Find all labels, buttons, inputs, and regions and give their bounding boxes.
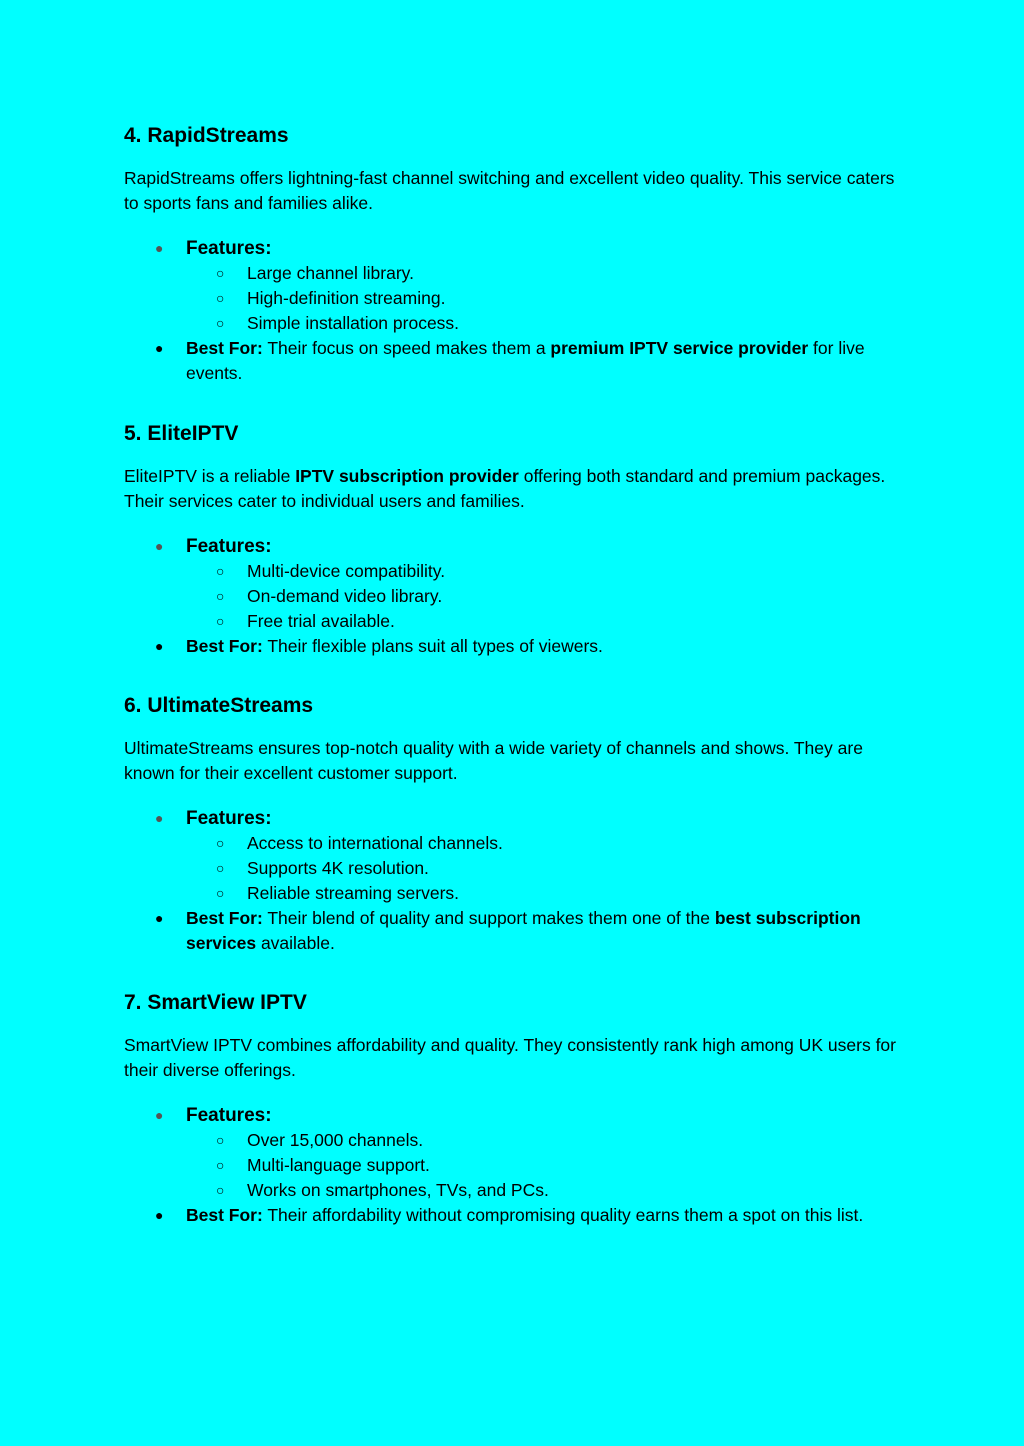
feature-item: ○ Free trial available. xyxy=(124,609,904,634)
feature-item: ○ On-demand video library. xyxy=(124,584,904,609)
feature-list xyxy=(124,806,904,956)
best-for-text: Their flexible plans suit all types of viewers. xyxy=(262,636,603,656)
circle-bullet-icon: ○ xyxy=(216,563,225,579)
best-for-text-end: for live events. xyxy=(186,338,865,383)
circle-bullet-icon: ○ xyxy=(216,588,225,604)
bullet-icon: ● xyxy=(155,240,164,256)
bullet-icon: ● xyxy=(155,340,164,356)
best-for-item xyxy=(124,1203,904,1228)
circle-bullet-icon: ○ xyxy=(216,265,225,281)
document-page xyxy=(124,120,904,1225)
best-for-item xyxy=(124,906,904,956)
circle-bullet-icon: ○ xyxy=(216,860,225,876)
bullet-icon: ● xyxy=(155,638,164,654)
section-heading: 6. UltimateStreams xyxy=(124,694,314,717)
section-heading: 7. SmartView IPTV xyxy=(124,991,307,1014)
best-for-text: Their blend of quality and support makes them one of the xyxy=(262,908,715,928)
circle-bullet-icon: ○ xyxy=(216,315,225,331)
features-item xyxy=(124,806,904,906)
section-intro: SmartView IPTV combines affordability and quality. They consistently rank high among UK users for their diverse offerings. xyxy=(124,1035,896,1080)
section-intro: RapidStreams offers lightning-fast channel switching and excellent video quality. This service caters to sports fans and families alike. xyxy=(124,168,895,213)
circle-bullet-icon: ○ xyxy=(216,1132,225,1148)
feature-item: ○ Multi-language support. xyxy=(124,1153,904,1178)
features-item xyxy=(124,1103,904,1203)
circle-bullet-icon: ○ xyxy=(216,613,225,629)
best-for-text: Their focus on speed makes them a xyxy=(262,338,551,358)
section-intro: UltimateStreams ensures top-notch quality with a wide variety of channels and shows. They are known for their excellent customer support. xyxy=(124,738,863,783)
feature-item: ○ Access to international channels. xyxy=(124,831,904,856)
best-for-bold-phrase: premium IPTV service provider xyxy=(550,338,809,358)
section-rapidstreams xyxy=(124,120,904,386)
features-item xyxy=(124,534,904,634)
features-label: Features: xyxy=(186,536,272,557)
bullet-icon: ● xyxy=(155,1207,164,1223)
section-eliteiptv xyxy=(124,418,904,659)
best-for-bold-phrase: best subscription services xyxy=(186,908,861,953)
best-for-label: Best For: xyxy=(186,338,263,358)
features-sublist xyxy=(186,261,904,336)
circle-bullet-icon: ○ xyxy=(216,885,225,901)
feature-item: ○ Multi-device compatibility. xyxy=(124,559,904,584)
features-label: Features: xyxy=(186,238,272,259)
feature-list xyxy=(124,236,904,386)
features-sublist xyxy=(186,1128,904,1203)
section-heading: 4. RapidStreams xyxy=(124,124,289,147)
features-item xyxy=(124,236,904,336)
feature-list xyxy=(124,1103,904,1228)
feature-list xyxy=(124,534,904,659)
best-for-label: Best For: xyxy=(186,636,263,656)
best-for-label: Best For: xyxy=(186,908,263,928)
feature-item: ○ Over 15,000 channels. xyxy=(124,1128,904,1153)
features-sublist xyxy=(186,559,904,634)
features-sublist xyxy=(186,831,904,906)
features-label: Features: xyxy=(186,1105,272,1126)
best-for-item xyxy=(124,336,904,386)
circle-bullet-icon: ○ xyxy=(216,835,225,851)
feature-item: ○ Large channel library. xyxy=(124,261,904,286)
section-ultimatestreams xyxy=(124,690,904,956)
feature-item: ○ Works on smartphones, TVs, and PCs. xyxy=(124,1178,904,1203)
best-for-label: Best For: xyxy=(186,1205,263,1225)
section-smartview-iptv xyxy=(124,987,904,1228)
circle-bullet-icon: ○ xyxy=(216,1182,225,1198)
bullet-icon: ● xyxy=(155,538,164,554)
bullet-icon: ● xyxy=(155,910,164,926)
best-for-text: Their affordability without compromising quality earns them a spot on this list. xyxy=(262,1205,864,1225)
bullet-icon: ● xyxy=(155,1107,164,1123)
best-for-text-end: available. xyxy=(256,933,335,953)
bullet-icon: ● xyxy=(155,810,164,826)
feature-item: ○ Reliable streaming servers. xyxy=(124,881,904,906)
best-for-item xyxy=(124,634,904,659)
circle-bullet-icon: ○ xyxy=(216,1157,225,1173)
features-label: Features: xyxy=(186,808,272,829)
feature-item: ○ High-definition streaming. xyxy=(124,286,904,311)
circle-bullet-icon: ○ xyxy=(216,290,225,306)
feature-item: ○ Simple installation process. xyxy=(124,311,904,336)
feature-item: ○ Supports 4K resolution. xyxy=(124,856,904,881)
section-intro: EliteIPTV is a reliable IPTV subscription provider offering both standard and premium packages. Their services cater to individual users and families. xyxy=(124,466,886,511)
section-heading: 5. EliteIPTV xyxy=(124,422,239,445)
intro-bold-phrase: IPTV subscription provider xyxy=(295,466,519,486)
